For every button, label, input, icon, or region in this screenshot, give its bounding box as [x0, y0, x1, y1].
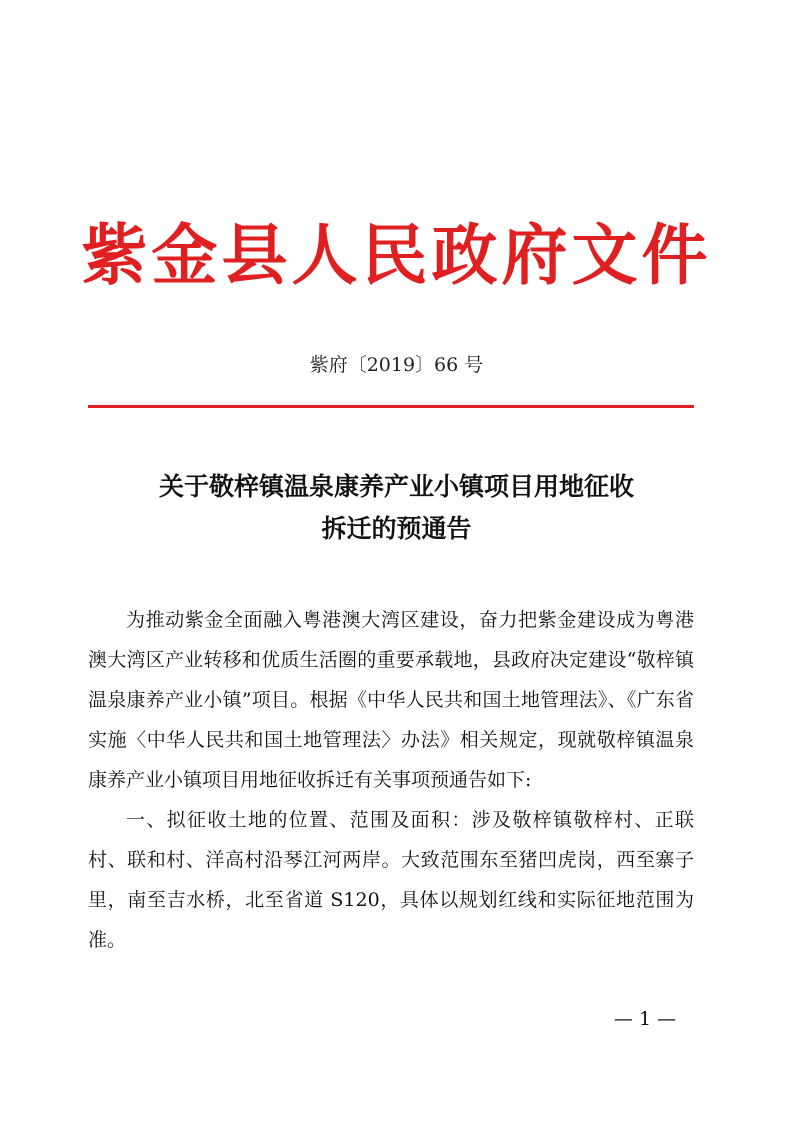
document-number: 紫府〔2019〕66 号	[309, 354, 484, 376]
page-number: — 1 —	[613, 1008, 677, 1030]
red-separator-rule	[88, 405, 694, 408]
body-paragraph-intro: 为推动紫金全面融入粤港澳大湾区建设，奋力把紫金建设成为粤港澳大湾区产业转移和优质生活圈的重要承载地，县政府决定建设“敬梓镇温泉康养产业小镇”项目。根据《中华人民共和国土地管理法》、《广东省实施〈中华人民共和国土地管理法〉办法》相关规定，现就敬梓镇温泉康养产业小镇项目用地征收拆迁有关事项预通告如下:	[88, 609, 694, 791]
document-masthead: 紫金县人民政府文件	[81, 216, 712, 294]
document-title	[0, 466, 793, 550]
body-paragraph-section-1: 一、拟征收土地的位置、范围及面积：涉及敬梓镇敬梓村、正联村、联和村、洋高村沿琴江河两岸。大致范围东至猪凹虎岗，西至寨子里，南至吉水桥，北至省道 S120，具体以规划红线和实际征地范围为准。	[88, 809, 694, 951]
document-body	[88, 600, 694, 960]
document-title-line-2: 拆迁的预通告	[321, 514, 472, 543]
document-title-line-1: 关于敬梓镇温泉康养产业小镇项目用地征收	[158, 472, 634, 501]
